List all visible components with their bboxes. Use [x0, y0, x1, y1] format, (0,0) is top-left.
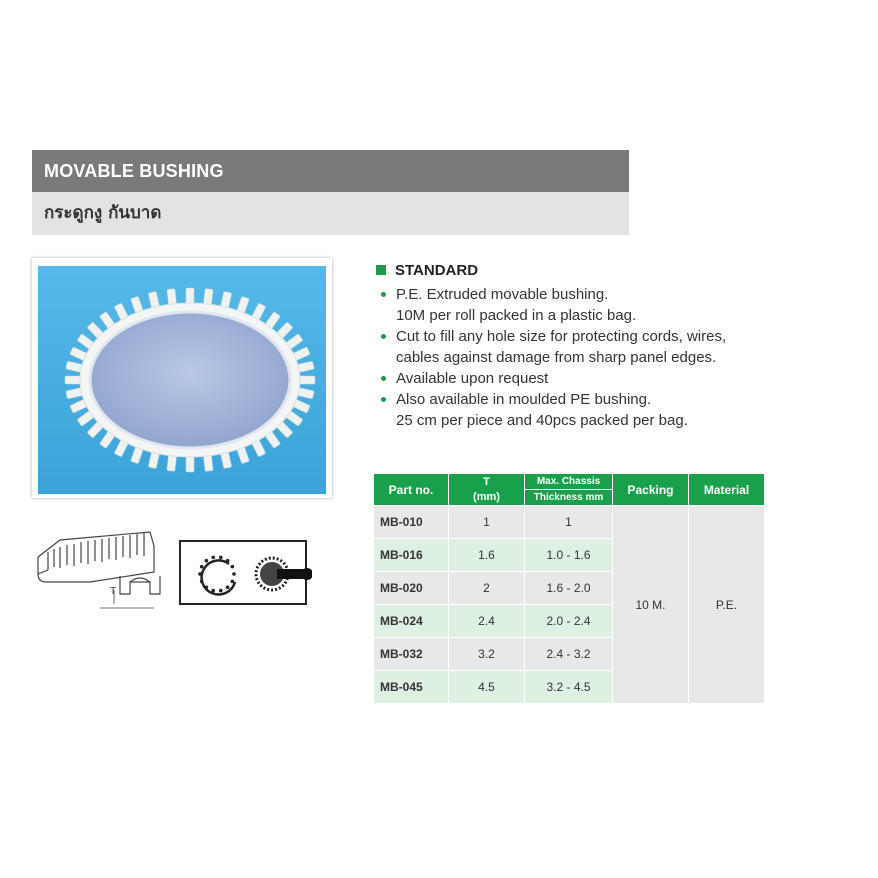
header-packing: Packing — [613, 474, 689, 506]
bushing-profile-drawing — [30, 512, 162, 614]
list-item: P.E. Extruded movable bushing. 10M per roll packed in a plastic bag. — [380, 284, 800, 326]
table-row: MB-016 1.6 1.0 - 1.6 — [374, 539, 765, 572]
table-row: MB-010 1 1 10 M. P.E. — [374, 506, 765, 539]
section-subtitle-thai: กระดูกงู กันบาด — [32, 192, 629, 235]
green-square-icon — [376, 265, 386, 275]
standard-heading — [376, 262, 478, 279]
header-t: T (mm) — [449, 474, 525, 506]
header-chassis: Max. Chassis Thickness mm — [525, 474, 613, 506]
list-item: Cut to fill any hole size for protecting cords, wires, cables against damage from sharp panel edges. — [380, 326, 800, 368]
table-row: MB-024 2.4 2.0 - 2.4 — [374, 605, 765, 638]
spec-table — [373, 473, 765, 704]
dimension-label-t: T — [110, 586, 117, 597]
list-item: Available upon request — [380, 368, 800, 389]
product-photo — [32, 258, 332, 498]
material-cell: P.E. — [689, 506, 765, 704]
header-material: Material — [689, 474, 765, 506]
table-row: MB-032 3.2 2.4 - 3.2 — [374, 638, 765, 671]
table-row: MB-020 2 1.6 - 2.0 — [374, 572, 765, 605]
standard-title-text: STANDARD — [395, 262, 479, 279]
feature-list — [380, 284, 800, 431]
header-part-no: Part no. — [374, 474, 449, 506]
table-row: MB-045 4.5 3.2 - 4.5 — [374, 671, 765, 704]
packing-cell: 10 M. — [613, 506, 689, 704]
bushing-installation-drawing — [177, 538, 312, 610]
list-item: Also available in moulded PE bushing. 25 cm per piece and 40pcs packed per bag. — [380, 389, 800, 431]
bushing-ring-photo — [38, 266, 326, 494]
section-title: MOVABLE BUSHING — [32, 150, 629, 192]
